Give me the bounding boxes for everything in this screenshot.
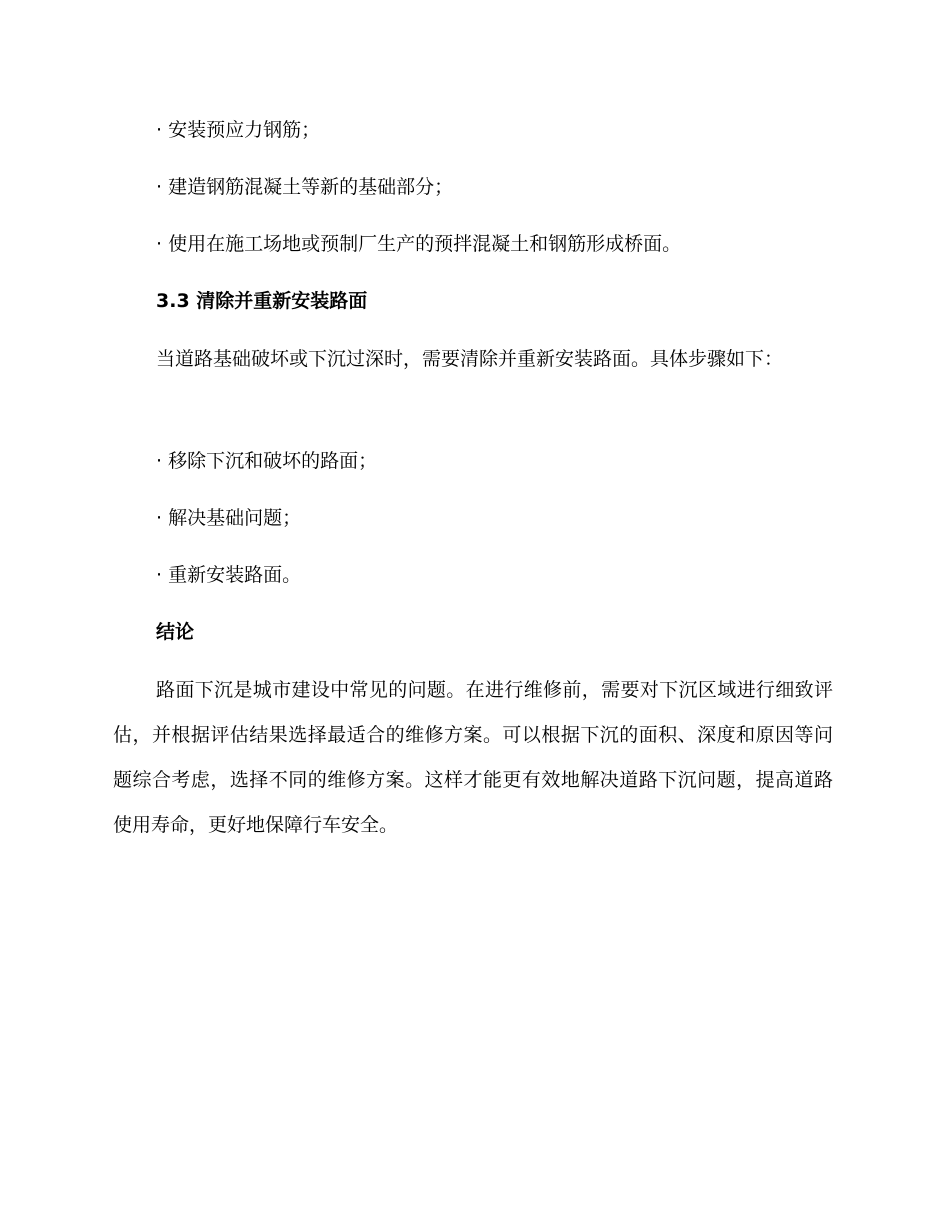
bullet-item: · 使用在施工场地或预制厂生产的预拌混凝土和钢筋形成桥面。 xyxy=(156,233,682,255)
bullet-item: · 解决基础问题； xyxy=(156,507,302,529)
bullet-item: · 重新安装路面。 xyxy=(156,564,302,586)
section-intro-paragraph: 当道路基础破坏或下沉过深时，需要清除并重新安装路面。具体步骤如下： xyxy=(156,348,784,370)
bullet-item: · 移除下沉和破坏的路面； xyxy=(156,450,378,472)
bullet-item: · 安装预应力钢筋； xyxy=(156,119,321,141)
section-heading: 3.3 清除并重新安装路面 xyxy=(156,290,368,312)
bullet-item: · 建造钢筋混凝土等新的基础部分； xyxy=(156,176,454,198)
conclusion-paragraph: 路面下沉是城市建设中常见的问题。在进行维修前，需要对下沉区域进行细致评估，并根据评估结果选择最适合的维修方案。可以根据下沉的面积、深度和原因等问题综合考虑，选择不同的维修方案。这样才能更有效地解决道路下沉问题，提高道路使用寿命，更好地保障行车安全。 xyxy=(113,679,833,836)
conclusion-heading: 结论 xyxy=(156,621,195,643)
